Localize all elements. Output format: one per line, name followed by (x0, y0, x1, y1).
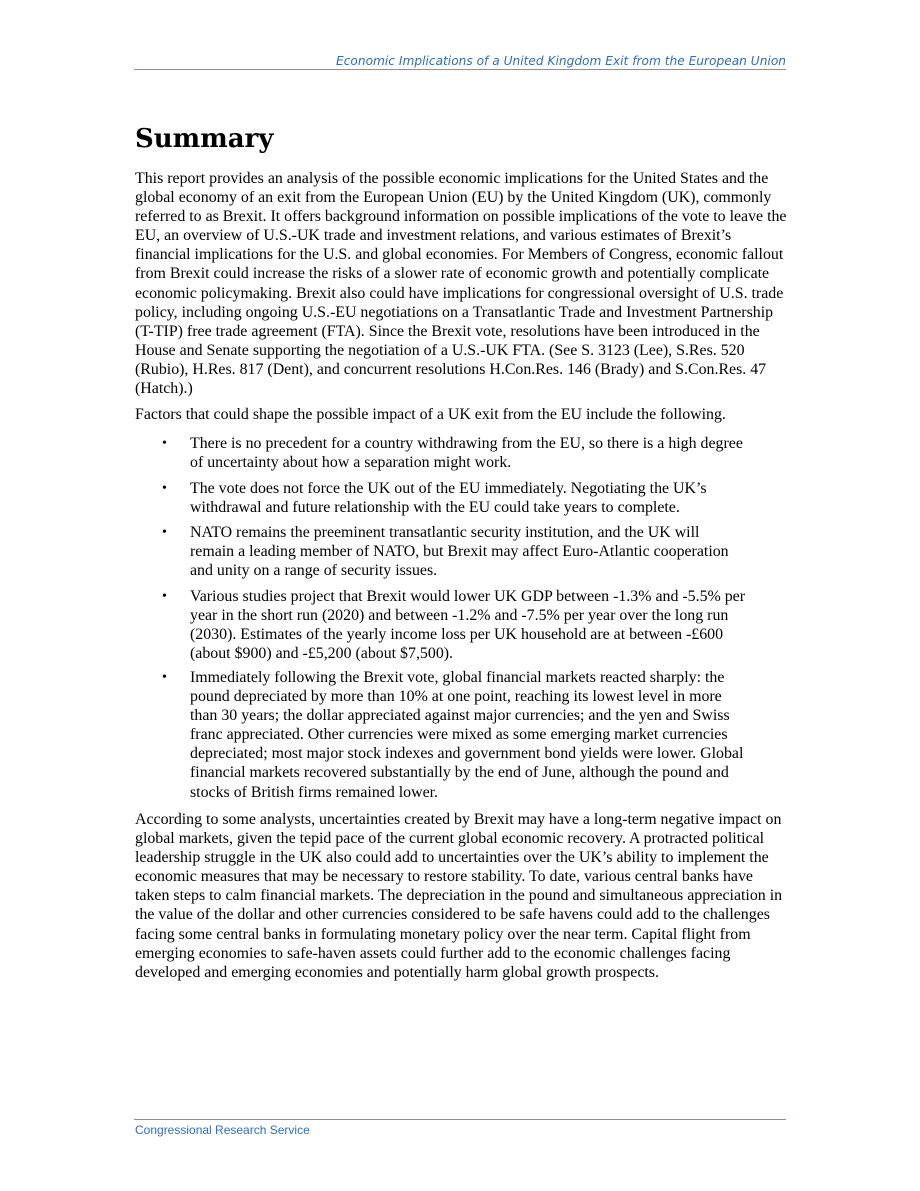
footer-publisher: Congressional Research Service (135, 1123, 310, 1137)
factors-intro-paragraph: Factors that could shape the possible impact of a UK exit from the EU include the following. (135, 406, 726, 423)
bullet-text: NATO remains the preeminent transatlantic security institution, and the UK will remain a leading member of NATO, but Brexit may affect Euro-Atlantic cooperation and unity on a range of security issues. (190, 524, 729, 580)
header-rule (134, 69, 786, 70)
page-title: Summary (135, 124, 274, 154)
footer-rule (134, 1119, 786, 1120)
bullet-icon: • (162, 589, 167, 604)
bullet-icon: • (162, 670, 167, 685)
bullet-icon: • (162, 436, 167, 451)
bullet-icon: • (162, 481, 167, 496)
analysts-paragraph: According to some analysts, uncertainties created by Brexit may have a long-term negative impact on global markets, given the tepid pace of the current global economic recovery. A protracted political leadership struggle in the UK also could add to uncertainties over the UK’s ability to implement the economic measures that may be necessary to restore stability. To date, various central banks have taken steps to calm financial markets. The depreciation in the pound and simultaneous appreciation in the value of the dollar and other currencies considered to be safe havens could add to the challenges facing some central banks in formulating monetary policy over the near term. Capital flight from emerging economies to safe-haven assets could further add to the economic challenges facing developed and emerging economies and potentially harm global growth prospects. (135, 811, 783, 981)
bullet-text: Various studies project that Brexit would lower UK GDP between -1.3% and -5.5% per year in the short run (2020) and between -1.2% and -7.5% per year over the long run (2030). Estimates of the yearly income loss per UK household are at between -£600 (about $900) and -£5,200 (about $7,500). (190, 588, 746, 663)
bullet-icon: • (162, 525, 167, 540)
bullet-text: Immediately following the Brexit vote, global financial markets reacted sharply: the pound depreciated by more than 10% at one point, reaching its lowest level in more than 30 years; the dollar appreciated against major currencies; and the yen and Swiss franc appreciated. Other currencies were mixed as some emerging market currencies depreciated; most major stock indexes and government bond yields were lower. Global financial markets recovered substantially by the end of June, although the pound and stocks of British firms remained lower. (190, 669, 744, 801)
running-header: Economic Implications of a United Kingdom Exit from the European Union (336, 54, 786, 68)
bullet-text: There is no precedent for a country withdrawing from the EU, so there is a high degree of uncertainty about how a separation might work. (190, 435, 743, 472)
bullet-text: The vote does not force the UK out of the EU immediately. Negotiating the UK’s withdrawal and future relationship with the EU could take years to complete. (190, 480, 707, 517)
summary-intro-paragraph: This report provides an analysis of the possible economic implications for the United States and the global economy of an exit from the European Union (EU) by the United Kingdom (UK), commonly referred to as Brexit. It offers background information on possible implications of the vote to leave the EU, an overview of U.S.-UK trade and investment relations, and various estimates of Brexit’s financial implications for the U.S. and global economies. For Members of Congress, economic fallout from Brexit could increase the risks of a slower rate of economic growth and potentially complicate economic policymaking. Brexit also could have implications for congressional oversight of U.S. trade policy, including ongoing U.S.-EU negotiations on a Transatlantic Trade and Investment Partnership (T-TIP) free trade agreement (FTA). Since the Brexit vote, resolutions have been introduced in the House and Senate supporting the negotiation of a U.S.-UK FTA. (See S. 3123 (Lee), S.Res. 520 (Rubio), H.Res. 817 (Dent), and concurrent resolutions H.Con.Res. 146 (Brady) and S.Con.Res. 47 (Hatch).) (135, 170, 787, 398)
